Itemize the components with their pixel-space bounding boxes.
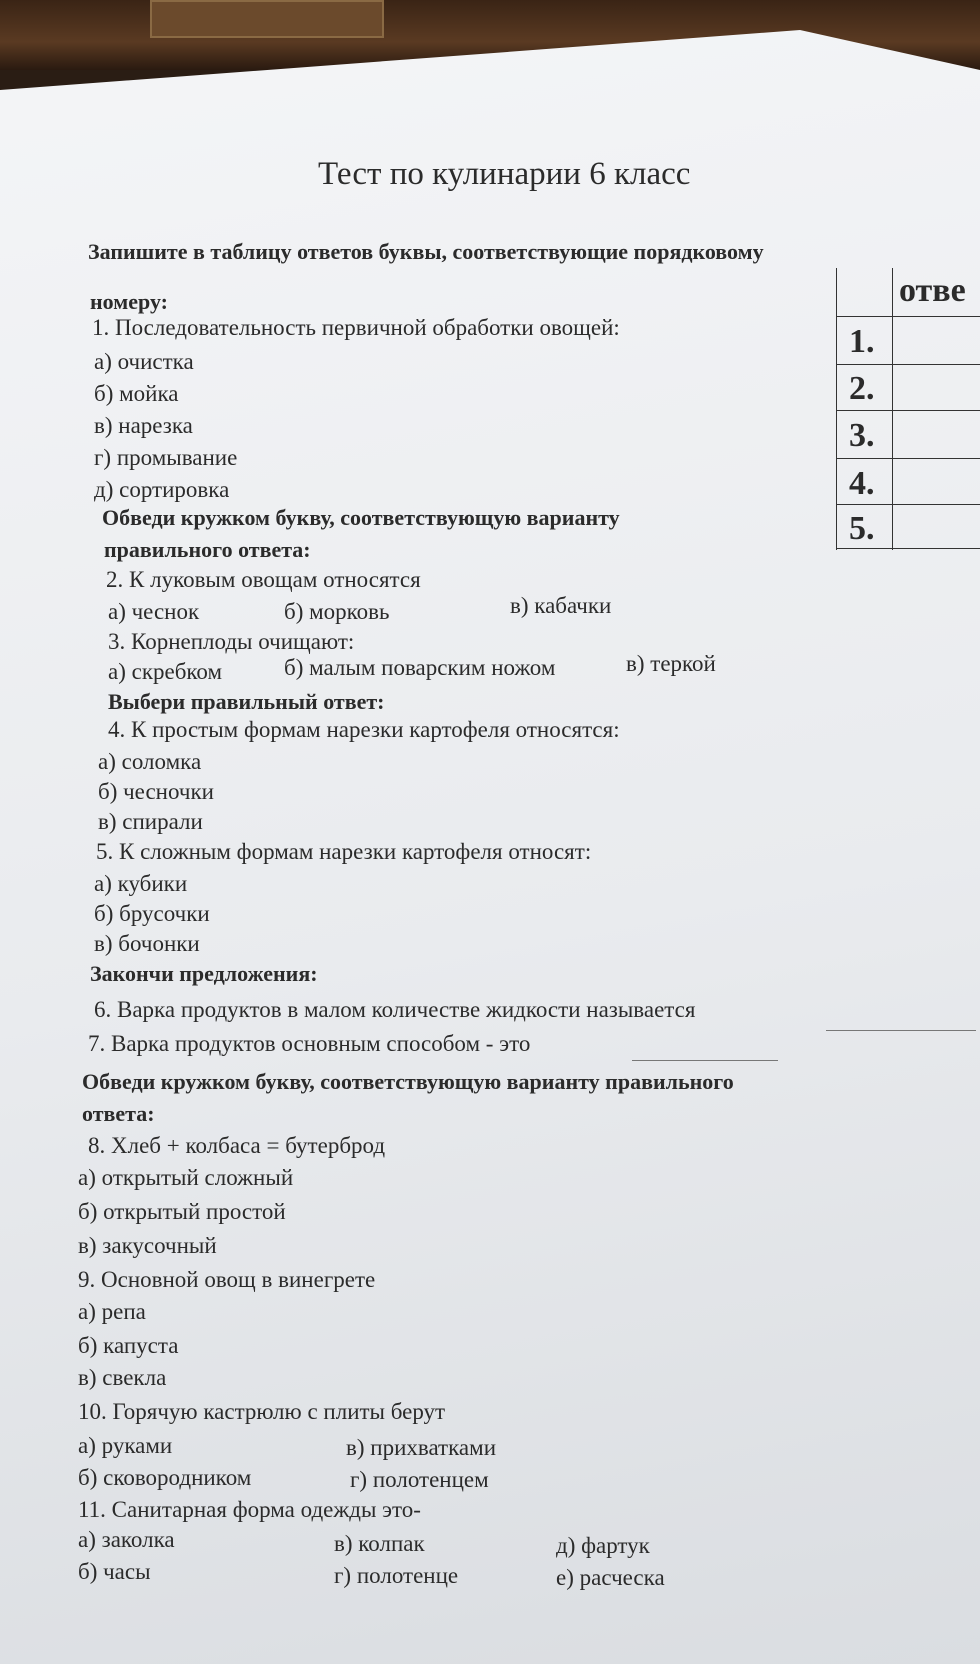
table-rule bbox=[837, 458, 980, 459]
option: а) кубики bbox=[94, 871, 188, 896]
option: а) чеснок bbox=[108, 599, 200, 624]
instruction-heading: Выбери правильный ответ: bbox=[108, 689, 385, 714]
option: в) прихватками bbox=[346, 1435, 497, 1460]
question-11: 11. Санитарная форма одежды это- bbox=[78, 1497, 421, 1522]
option: г) полотенцем bbox=[350, 1467, 489, 1492]
option: г) промывание bbox=[94, 445, 238, 470]
answer-blank bbox=[826, 1030, 976, 1031]
option: б) мойка bbox=[94, 381, 179, 406]
instruction-heading: Обведи кружком букву, соответствующую варианту bbox=[102, 505, 620, 530]
table-row-number: 3. bbox=[849, 417, 875, 454]
question-10: 10. Горячую кастрюлю с плиты берут bbox=[78, 1399, 446, 1424]
option: б) открытый простой bbox=[78, 1199, 286, 1224]
option: г) полотенце bbox=[334, 1563, 459, 1588]
table-rule bbox=[837, 316, 980, 317]
option: е) расческа bbox=[556, 1565, 665, 1590]
option: а) заколка bbox=[78, 1527, 175, 1552]
option: б) чесночки bbox=[98, 779, 214, 804]
table-row-number: 4. bbox=[849, 465, 875, 502]
instruction-heading: Закончи предложения: bbox=[90, 961, 318, 986]
option: б) часы bbox=[78, 1559, 151, 1584]
option: д) сортировка bbox=[94, 477, 230, 502]
option: а) очистка bbox=[94, 349, 194, 374]
question-2: 2. К луковым овощам относятся bbox=[106, 567, 421, 592]
question-3: 3. Корнеплоды очищают: bbox=[108, 629, 355, 654]
option: б) малым поварским ножом bbox=[284, 655, 556, 680]
question-7: 7. Варка продуктов основным способом - это bbox=[88, 1031, 531, 1056]
table-rule bbox=[837, 548, 980, 549]
instruction-heading: Запишите в таблицу ответов буквы, соответствующие порядковому bbox=[88, 239, 764, 264]
option: а) соломка bbox=[98, 749, 202, 774]
instruction-heading: ответа: bbox=[82, 1101, 155, 1126]
question-8: 8. Хлеб + колбаса = бутерброд bbox=[88, 1133, 386, 1158]
option: д) фартук bbox=[556, 1533, 650, 1558]
option: б) морковь bbox=[284, 599, 390, 624]
background-object bbox=[150, 0, 384, 38]
question-9: 9. Основной овощ в винегрете bbox=[78, 1267, 376, 1292]
table-row-number: 5. bbox=[849, 510, 875, 547]
table-divider bbox=[892, 268, 893, 550]
option: в) свекла bbox=[78, 1365, 167, 1390]
instruction-heading: номеру: bbox=[90, 289, 168, 314]
option: а) репа bbox=[78, 1299, 146, 1324]
table-header: отве bbox=[899, 272, 966, 309]
table-row-number: 1. bbox=[849, 323, 875, 360]
answer-blank bbox=[632, 1060, 778, 1061]
instruction-heading: правильного ответа: bbox=[104, 537, 311, 562]
option: в) кабачки bbox=[510, 593, 612, 618]
option: б) сковородником bbox=[78, 1465, 252, 1490]
question-4: 4. К простым формам нарезки картофеля относятся: bbox=[108, 717, 620, 742]
option: в) спирали bbox=[98, 809, 203, 834]
option: в) теркой bbox=[626, 651, 716, 676]
table-rule bbox=[837, 410, 980, 411]
question-6: 6. Варка продуктов в малом количестве жидкости называется bbox=[94, 997, 696, 1022]
option: а) скребком bbox=[108, 659, 223, 684]
option: б) капуста bbox=[78, 1333, 179, 1358]
table-row-number: 2. bbox=[849, 370, 875, 407]
question-5: 5. К сложным формам нарезки картофеля относят: bbox=[96, 839, 592, 864]
table-rule bbox=[837, 364, 980, 365]
option: б) брусочки bbox=[94, 901, 210, 926]
option: в) нарезка bbox=[94, 413, 193, 438]
option: в) закусочный bbox=[78, 1233, 217, 1258]
page-title: Тест по кулинарии 6 класс bbox=[318, 156, 691, 192]
answer-table bbox=[836, 268, 980, 550]
question-1: 1. Последовательность первичной обработки овощей: bbox=[92, 315, 620, 340]
instruction-heading: Обведи кружком букву, соответствующую варианту правильного bbox=[82, 1069, 734, 1094]
option: а) руками bbox=[78, 1433, 173, 1458]
option: в) бочонки bbox=[94, 931, 200, 956]
option: а) открытый сложный bbox=[78, 1165, 294, 1190]
table-rule bbox=[837, 504, 980, 505]
option: в) колпак bbox=[334, 1531, 425, 1556]
